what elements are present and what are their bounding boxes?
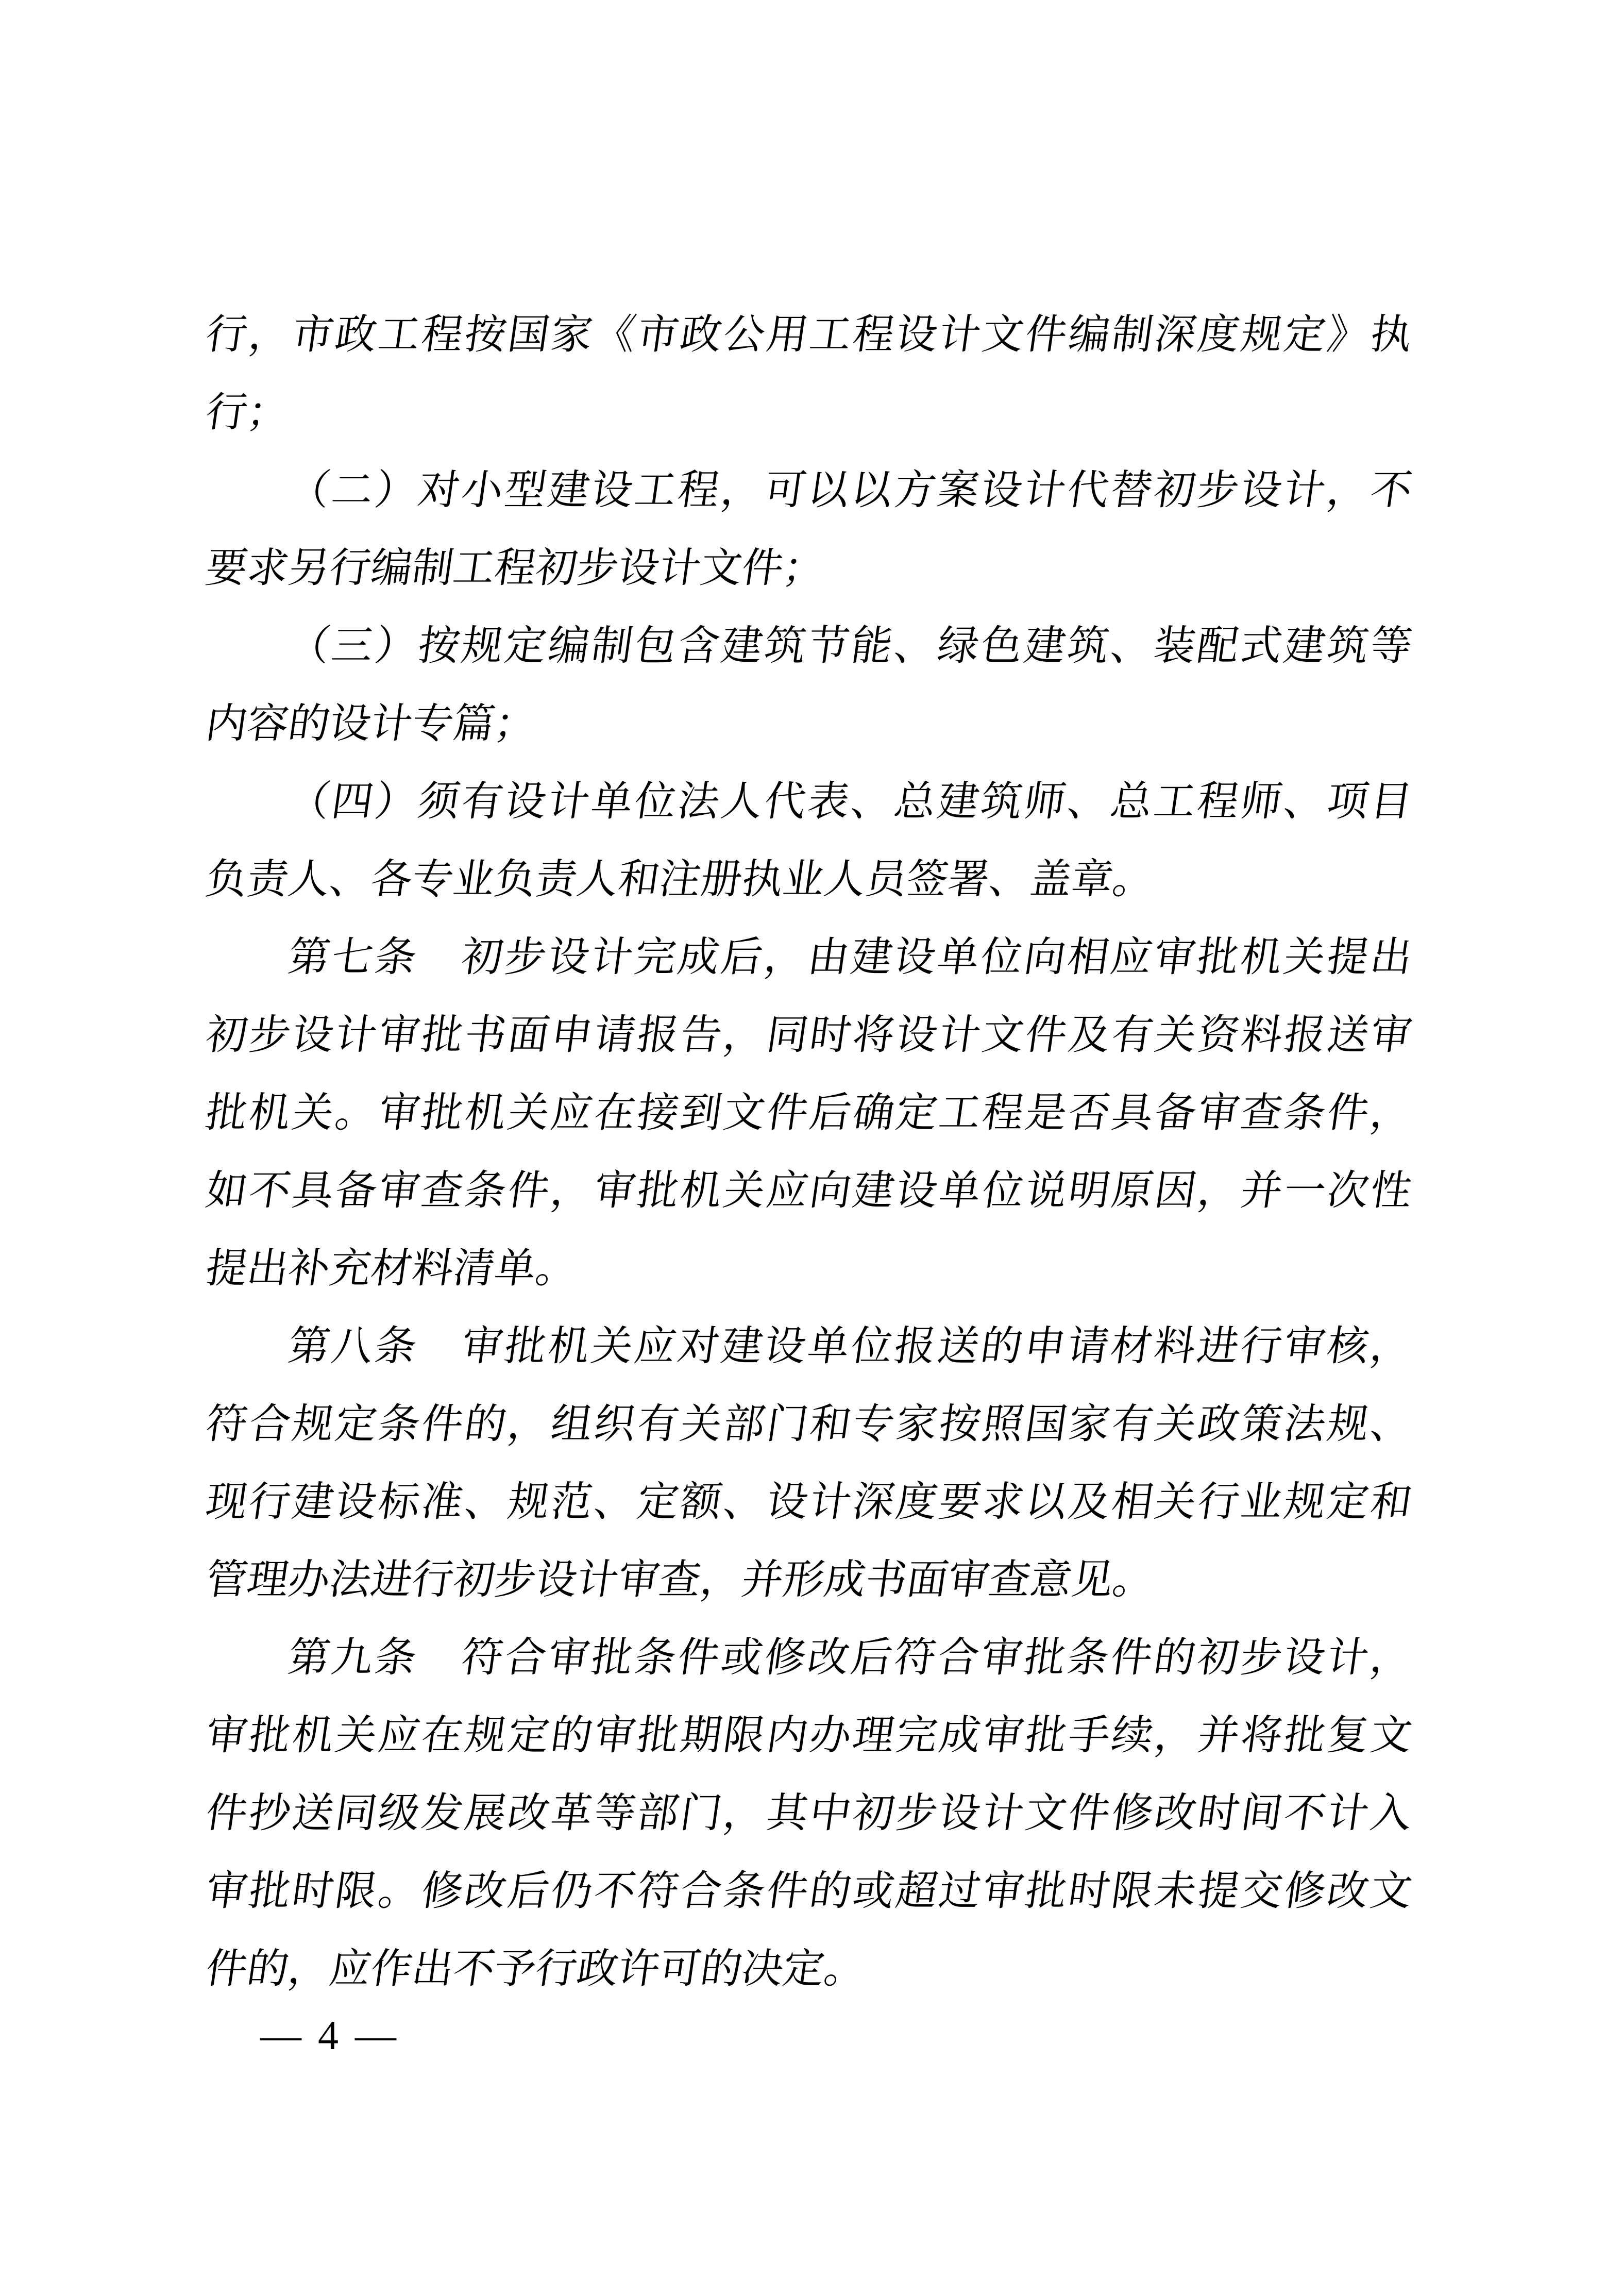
text-line-16: 现行建设标准、规范、定额、设计深度要求以及相关行业规定和 [202,1480,1415,1525]
text-line-3: （二）对小型建设工程，可以以方案设计代替初步设计，不 [285,468,1415,513]
text-line-15: 符合规定条件的，组织有关部门和专家按照国家有关政策法规、 [202,1402,1415,1447]
text-line-21: 审批时限。修改后仍不符合条件的或超过审批时限未提交修改文 [202,1869,1415,1914]
text-line-18: 第九条 符合审批条件或修改后符合审批条件的初步设计， [285,1635,1415,1681]
page-number: — 4 — [260,2013,399,2058]
text-line-9: 第七条 初步设计完成后，由建设单位向相应审批机关提出 [285,935,1415,980]
text-line-13: 提出补充材料清单。 [202,1246,581,1292]
text-line-2: 行； [202,390,292,435]
text-line-7: （四）须有设计单位法人代表、总建筑师、总工程师、项目 [285,779,1415,825]
text-line-19: 审批机关应在规定的审批期限内办理完成审批手续，并将批复文 [202,1713,1415,1758]
text-line-6: 内容的设计专篇； [202,701,539,747]
text-line-10: 初步设计审批书面申请报告，同时将设计文件及有关资料报送审 [202,1013,1415,1058]
text-line-8: 负责人、各专业负责人和注册执业人员签署、盖章。 [202,857,1158,902]
text-line-20: 件抄送同级发展改革等部门，其中初步设计文件修改时间不计入 [202,1791,1415,1836]
text-line-17: 管理办法进行初步设计审查，并形成书面审查意见。 [202,1557,1158,1603]
text-line-4: 要求另行编制工程初步设计文件； [202,546,828,591]
text-line-22: 件的，应作出不予行政许可的决定。 [202,1947,869,1992]
text-line-1: 行，市政工程按国家《市政公用工程设计文件编制深度规定》执 [202,312,1415,358]
text-line-12: 如不具备审查条件，审批机关应向建设单位说明原因，并一次性 [202,1168,1415,1214]
text-line-5: （三）按规定编制包含建筑节能、绿色建筑、装配式建筑等 [285,624,1415,669]
text-line-14: 第八条 审批机关应对建设单位报送的申请材料进行审核， [285,1324,1415,1369]
text-line-11: 批机关。审批机关应在接到文件后确定工程是否具备审查条件， [202,1091,1415,1136]
document-body [202,296,1415,2008]
